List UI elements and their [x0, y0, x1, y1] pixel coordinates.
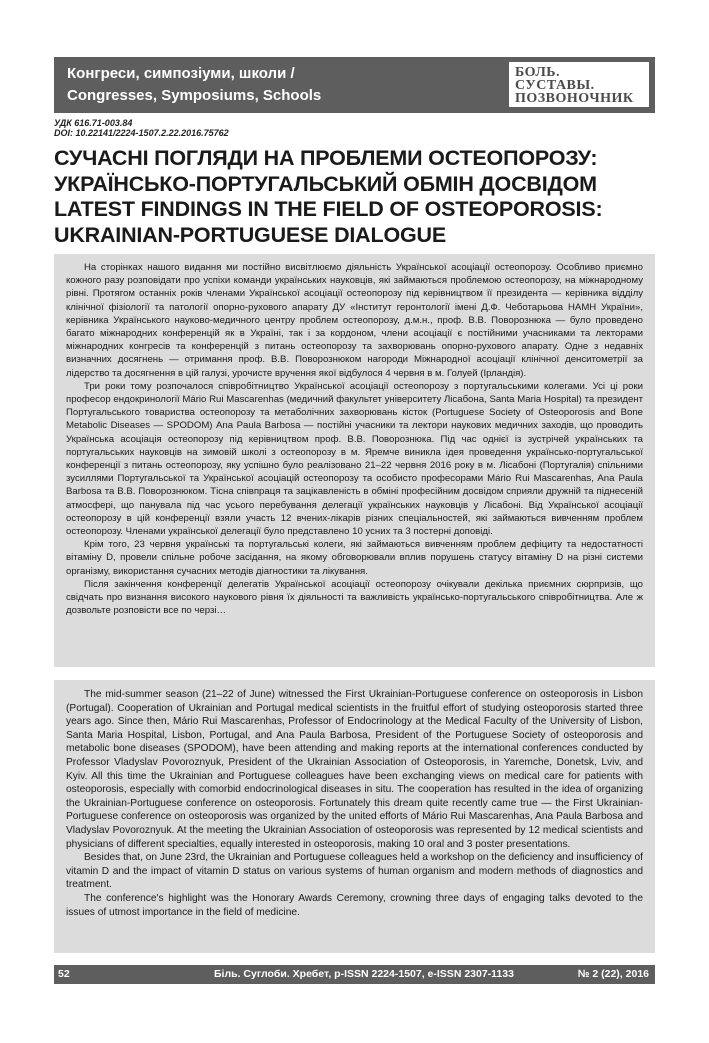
journal-logo	[509, 62, 649, 107]
page-footer	[54, 965, 655, 984]
logo-line-1: БОЛЬ.	[515, 65, 561, 80]
english-text-box	[54, 680, 655, 953]
title-ua-line-1: СУЧАСНІ ПОГЛЯДИ НА ПРОБЛЕМИ ОСТЕОПОРОЗУ:	[54, 146, 598, 170]
section-title-ua: Конгреси, симпозіуми, школи /	[67, 65, 295, 82]
journal-citation: Біль. Суглоби. Хребет, p-ISSN 2224-1507, e-ISSN 2307-1133	[214, 968, 514, 980]
section-header-bar	[54, 57, 655, 113]
article-meta	[54, 118, 229, 138]
en-paragraph: Besides that, on June 23rd, the Ukrainian and Portuguese colleagues held a workshop on the deficiency and insufficiency of vitamin D and the impact of vitamin D status on various systems of human organism and modern methods of diagnostics and treatment.	[66, 852, 643, 891]
issue-number: № 2 (22), 2016	[577, 968, 649, 980]
ua-paragraph: Три роки тому розпочалося співробітництво Української асоціації остеопорозу з португальськими колегами. Усі ці роки професор ендокринології Mário Rui Mascarenhas (медичний факультет університету Лісабона, Santa Maria Hospital) та президент Португальського товариства остеопорозу та метаболічних захворювань кісток (Portuguese Society of Osteoporosis and Bone Metabolic Diseases — SPODOM) Ana Paula Barbosa — постійні учасники та лектори наукових медичних заходів, що проводить Українська асоціація остеопорозу під керівництвом проф. В.В. Поворознюка. Під час однієї із зустрічей українських та португальських науковців на зимовій школі з остеопорозу в м. Яремче виникла ідея проведення українсько-португальської конференції з питань остеопорозу, яку успішно було реалізовано 21–22 червня 2016 року в м. Лісабоні (Португалія) спільними зусиллями Португальської та Української асоціацій остеопорозу та особисто професорами Mário Rui Mascarenhas, Ana Paula Barbosa та В.В. Поворознюком. Тісна співпраця та зацікавленість в обміні професійним досвідом сприяли дружній та піднесеній атмосфері, що панувала під час усього перебування делегації українських науковців у Лісабоні. Від Української асоціації остеопорозу в цій конференції взяли участь 12 вчених-лікарів різних спеціальностей, які займаються вивченням проблем остеопорозу. Членами української делегації було представлено 10 усних та 3 постерні доповіді.	[66, 380, 643, 538]
ua-paragraph: Після закінчення конференції делегатів Української асоціації остеопорозу очікували декілька приємних сюрпризів, що свідчать про визнання високого наукового рівня їх діяльності та важливість українсько-португальського співробітництва. Але ж дозвольте розповісти все по черзі…	[66, 578, 643, 617]
page-number: 52	[58, 968, 70, 980]
title-en-line-1: LATEST FINDINGS IN THE FIELD OF OSTEOPOROSIS:	[54, 197, 603, 221]
section-title-en: Congresses, Symposiums, Schools	[67, 87, 322, 104]
en-paragraph: The mid-summer season (21–22 of June) witnessed the First Ukrainian-Portuguese conference on osteoporosis in Lisbon (Portugal). Cooperation of Ukrainian and Portugal medical scientists in the fruitful effort of studying osteoporosis started three years ago. Since then, Mário Rui Mascarenhas, Professor of Endocrinology at the Medical Faculty of the University of Lisbon, Santa Maria Hospital, Lisbon, Portugal, and Ana Paula Barbosa, President of the Portuguese Society of osteoporosis and metabolic bone diseases (SPODOM), have been attending and making reports at the international conferences conducted by Professor Vladyslav Povoroznyuk, President of the Ukrainian Association of Osteoporosis, in Yaremche, Donetsk, Lviv, and Kyiv. All this time the Ukrainian and Portuguese colleagues have been exchanging views on medical care for patients with osteoporosis, especially with comorbid endocrinological diseases in situ. The cooperation has resulted in the idea of organizing the Ukrainian-Portuguese conference on osteoporosis. Fortunately this dream quite recently came true — the First Ukrainian-Portuguese conference on osteoporosis was organized by the united efforts of Mário Rui Mascarenhas, Ana Paula Barbosa and Vladyslav Povoroznyuk. At the meeting the Ukrainian Association of osteoporosis was represented by 12 medical scientists and physicians of different specialties, equally interested in osteoporosis, making 10 oral and 3 poster presentations.	[66, 689, 643, 850]
article-title-en	[54, 196, 664, 248]
doi-code: DOI: 10.22141/2224-1507.2.22.2016.75762	[54, 128, 229, 138]
article-title-ua	[54, 145, 664, 197]
udk-code: УДК 616.71-003.84	[54, 118, 133, 128]
logo-line-2: СУСТАВЫ.	[515, 78, 595, 93]
en-paragraph: The conference's highlight was the Honorary Awards Ceremony, crowning three days of engaging talks devoted to the issues of utmost importance in the field of medicine.	[66, 892, 643, 918]
ua-paragraph: Крім того, 23 червня українські та португальські колеги, які займаються вивченням проблем дефіциту та недостатності вітаміну D, провели спільне робоче засідання, на якому обговорювали вплив порушень статусу вітаміну D на різні системи організму, використання сучасних методів діагностики та лікування.	[66, 539, 643, 577]
ua-paragraph: На сторінках нашого видання ми постійно висвітлюємо діяльність Української асоціації остеопорозу. Особливо приємно кожного разу розповідати про успіхи команди українських науковців, які займаються проблемою остеопорозу, на міжнародному рівні. Протягом останніх років членами Української асоціації остеопорозу під керівництвом її президента — керівника відділу клінічної фізіології та патології опорно-рухового апарату ДУ «Інститут геронтології імені Д.Ф. Чеботарьова НАМН України», керівника Українського науково-медичного центру проблем остеопорозу, д.м.н., проф. В.В. Поворознюка — було проведено багато міжнародних конференцій як в Україні, так і за кордоном, члени асоціації є постійними учасниками та лекторами міжнародних конгресів та конференцій з питань остеопорозу та захворювань опорно-рухового апарату. Одне з недавніх визначних досягнень — отримання проф. В.В. Поворознюком нагороди Міжнародної асоціації клінічної денситометрії за лідерство та досягнення в цій галузі, урочисте вручення якої відбулося 4 червня в м. Голуей (Ірландія).	[66, 262, 643, 379]
logo-line-3: ПОЗВОНОЧНИК	[515, 91, 634, 106]
title-en-line-2: UKRAINIAN-PORTUGUESE DIALOGUE	[54, 223, 446, 247]
ukrainian-text-box	[54, 254, 655, 667]
title-ua-line-2: УКРАЇНСЬКО-ПОРТУГАЛЬСЬКИЙ ОБМІН ДОСВІДОМ	[54, 172, 597, 196]
